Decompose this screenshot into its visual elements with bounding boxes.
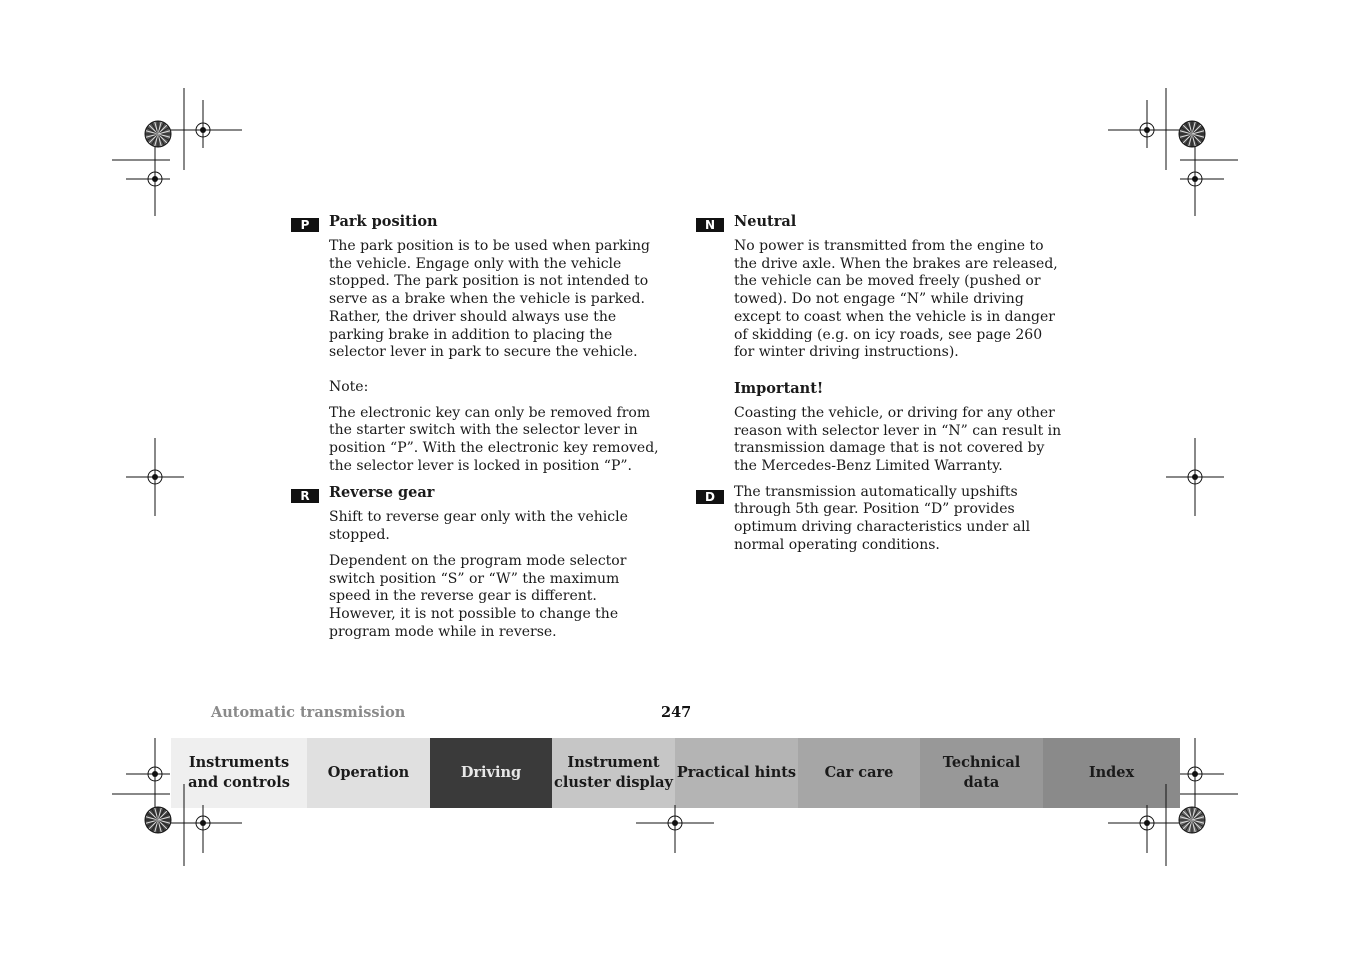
starburst-ray [1192, 134, 1203, 141]
starburst-ray [1183, 134, 1192, 143]
starburst-ray [1192, 817, 1205, 820]
starburst-ray [158, 134, 169, 141]
starburst-ray [155, 121, 158, 134]
starburst-ray [147, 134, 158, 141]
park-position-section [291, 212, 661, 475]
starburst-ray [158, 820, 167, 829]
starburst-ray [155, 134, 158, 147]
starburst-ray [1192, 125, 1201, 134]
starburst-ray [158, 134, 161, 147]
starburst-ray [1192, 820, 1203, 827]
starburst-ring [1179, 121, 1205, 147]
starburst-ray [1192, 814, 1203, 821]
starburst-ray [1192, 809, 1199, 820]
starburst-ray [152, 134, 159, 145]
starburst-ray [158, 134, 171, 137]
badge-d: D [696, 490, 724, 504]
starburst-ray [1192, 128, 1203, 135]
tab-car-care[interactable] [798, 738, 920, 808]
starburst-ray [1189, 807, 1192, 820]
starburst-ray [1192, 807, 1195, 820]
starburst-ray [158, 134, 167, 143]
starburst-ray [147, 814, 158, 821]
starburst-ray [149, 811, 158, 820]
starburst-ray [149, 125, 158, 134]
starburst-target [1179, 121, 1205, 147]
tab-index[interactable] [1043, 738, 1180, 808]
starburst-ray [158, 820, 171, 823]
badge-r: R [291, 489, 319, 503]
neutral-heading: Neutral [734, 213, 797, 230]
starburst-ray [1192, 820, 1195, 833]
starburst-ray [1189, 134, 1192, 147]
starburst-ray [147, 128, 158, 135]
starburst-ray [149, 820, 158, 829]
starburst-ray [1181, 134, 1192, 141]
starburst-ray [1186, 134, 1193, 145]
tab-label-line2: cluster display [554, 774, 673, 791]
starburst-ray [158, 820, 165, 831]
important-text: Coasting the vehicle, or driving for any other reason with selector lever in “N” can result in transmission damage that is not covered by the Mercedes-Benz Limited Warranty. [734, 404, 1062, 475]
starburst-ray [152, 809, 159, 820]
starburst-ray [145, 134, 158, 137]
tab-label: Driving [460, 764, 522, 781]
neutral-text: No power is transmitted from the engine to the drive axle. When the brakes are released, the vehicle can be moved freely (pushed or towed). Do not engage “N” while driving except to coast when the vehicle is in danger of skidding (e.g. on icy roads, see page 260 for winter driving instructions). [734, 238, 1058, 361]
reverse-gear-heading: Reverse gear [329, 484, 435, 502]
starburst-target [145, 807, 171, 833]
tab-label: Practical hints [676, 764, 797, 781]
tab-label: Operation [327, 764, 410, 781]
starburst-ray [149, 134, 158, 143]
note-label: Note: [329, 378, 369, 395]
starburst-ring [145, 807, 171, 833]
tab-label-line1: Instrument [567, 754, 660, 771]
starburst-ray [158, 123, 165, 134]
badge-n: N [696, 218, 724, 232]
starburst-ray [158, 125, 167, 134]
reverse-gear-text-2: Dependent on the program mode selector switch position “S” or “W” the maximum speed in the reverse gear is different. However, it is not possible to change the program mode while in reverse. [329, 552, 627, 640]
starburst-ray [1192, 820, 1205, 823]
starburst-ray [1192, 134, 1201, 143]
starburst-ray [152, 123, 159, 134]
starburst-ray [158, 811, 167, 820]
starburst-ray [158, 807, 161, 820]
starburst-ray [1192, 820, 1199, 831]
starburst-ray [152, 820, 159, 831]
starburst-ray [158, 809, 165, 820]
starburst-ray [145, 817, 158, 820]
note-text: The electronic key can only be removed from the starter switch with the selector lever in position “P”. With the electronic key removed, the selector lever is locked in position “P”. [329, 404, 659, 474]
starburst-ray [1183, 811, 1192, 820]
starburst-ray [1189, 121, 1192, 134]
park-position-heading: Park position [329, 213, 438, 230]
tab-label-line1: Instruments [188, 754, 290, 771]
starburst-ray [1186, 820, 1193, 831]
drive-section [696, 484, 1066, 555]
starburst-ray [1181, 820, 1192, 827]
starburst-ring [1179, 807, 1205, 833]
section-title: Automatic transmission [211, 704, 406, 721]
park-position-text: The park position is to be used when parking the vehicle. Engage only with the vehicle stopped. The park position is not intended to serve as a brake when the vehicle is parked. Rather, the driver should always use the parking brake in addition to placing the selector lever in park to secure the vehicle. [329, 238, 650, 361]
tab-technical-data[interactable] [920, 738, 1043, 808]
right-column [696, 212, 1066, 563]
starburst-ray [1179, 131, 1192, 134]
tab-instrument-cluster-display[interactable] [552, 738, 675, 808]
starburst-target [1179, 807, 1205, 833]
tab-label-line2: data [963, 774, 1000, 791]
starburst-ray [1186, 809, 1193, 820]
starburst-ray [1189, 820, 1192, 833]
starburst-ray [1192, 134, 1195, 147]
starburst-ray [158, 131, 171, 134]
starburst-ray [1192, 131, 1205, 134]
starburst-ray [158, 134, 165, 145]
tab-label: Car care [824, 764, 894, 781]
tab-label: Index [1088, 764, 1135, 781]
starburst-ray [1179, 817, 1192, 820]
starburst-target [145, 121, 171, 147]
tab-practical-hints[interactable] [675, 738, 798, 808]
starburst-ray [158, 820, 161, 833]
starburst-ray [1192, 134, 1199, 145]
starburst-ray [1181, 128, 1192, 135]
starburst-ray [1179, 820, 1192, 823]
starburst-ray [158, 817, 171, 820]
left-column [291, 212, 661, 649]
starburst-ray [158, 814, 169, 821]
starburst-ray [147, 820, 158, 827]
reverse-gear-text-1: Shift to reverse gear only with the vehicle stopped. [329, 509, 628, 544]
starburst-ray [1183, 820, 1192, 829]
starburst-ray [155, 807, 158, 820]
badge-p: P [291, 218, 319, 232]
reverse-gear-section [291, 483, 661, 641]
starburst-ray [158, 820, 169, 827]
starburst-ray [1181, 814, 1192, 821]
page-number: 247 [661, 704, 692, 721]
starburst-ray [1192, 820, 1201, 829]
neutral-section [696, 212, 1066, 476]
starburst-ray [1192, 134, 1205, 137]
tab-instruments-and-controls[interactable] [171, 738, 307, 808]
starburst-ray [1179, 134, 1192, 137]
tab-driving[interactable] [430, 738, 552, 808]
starburst-ring [145, 121, 171, 147]
starburst-ray [158, 121, 161, 134]
tab-operation[interactable] [307, 738, 430, 808]
important-label: Important! [734, 379, 824, 397]
chapter-nav [171, 738, 1180, 808]
starburst-ray [1192, 811, 1201, 820]
starburst-ray [145, 820, 158, 823]
starburst-ray [1192, 121, 1195, 134]
starburst-ray [145, 131, 158, 134]
starburst-ray [1186, 123, 1193, 134]
starburst-ray [1192, 123, 1199, 134]
starburst-ray [158, 128, 169, 135]
tab-label-line2: and controls [188, 774, 290, 791]
tab-label-line1: Technical [942, 754, 1021, 771]
starburst-ray [155, 820, 158, 833]
drive-text: The transmission automatically upshifts through 5th gear. Position “D” provides optimum driving characteristics under all normal operating conditions. [734, 483, 1031, 553]
starburst-ray [1183, 125, 1192, 134]
